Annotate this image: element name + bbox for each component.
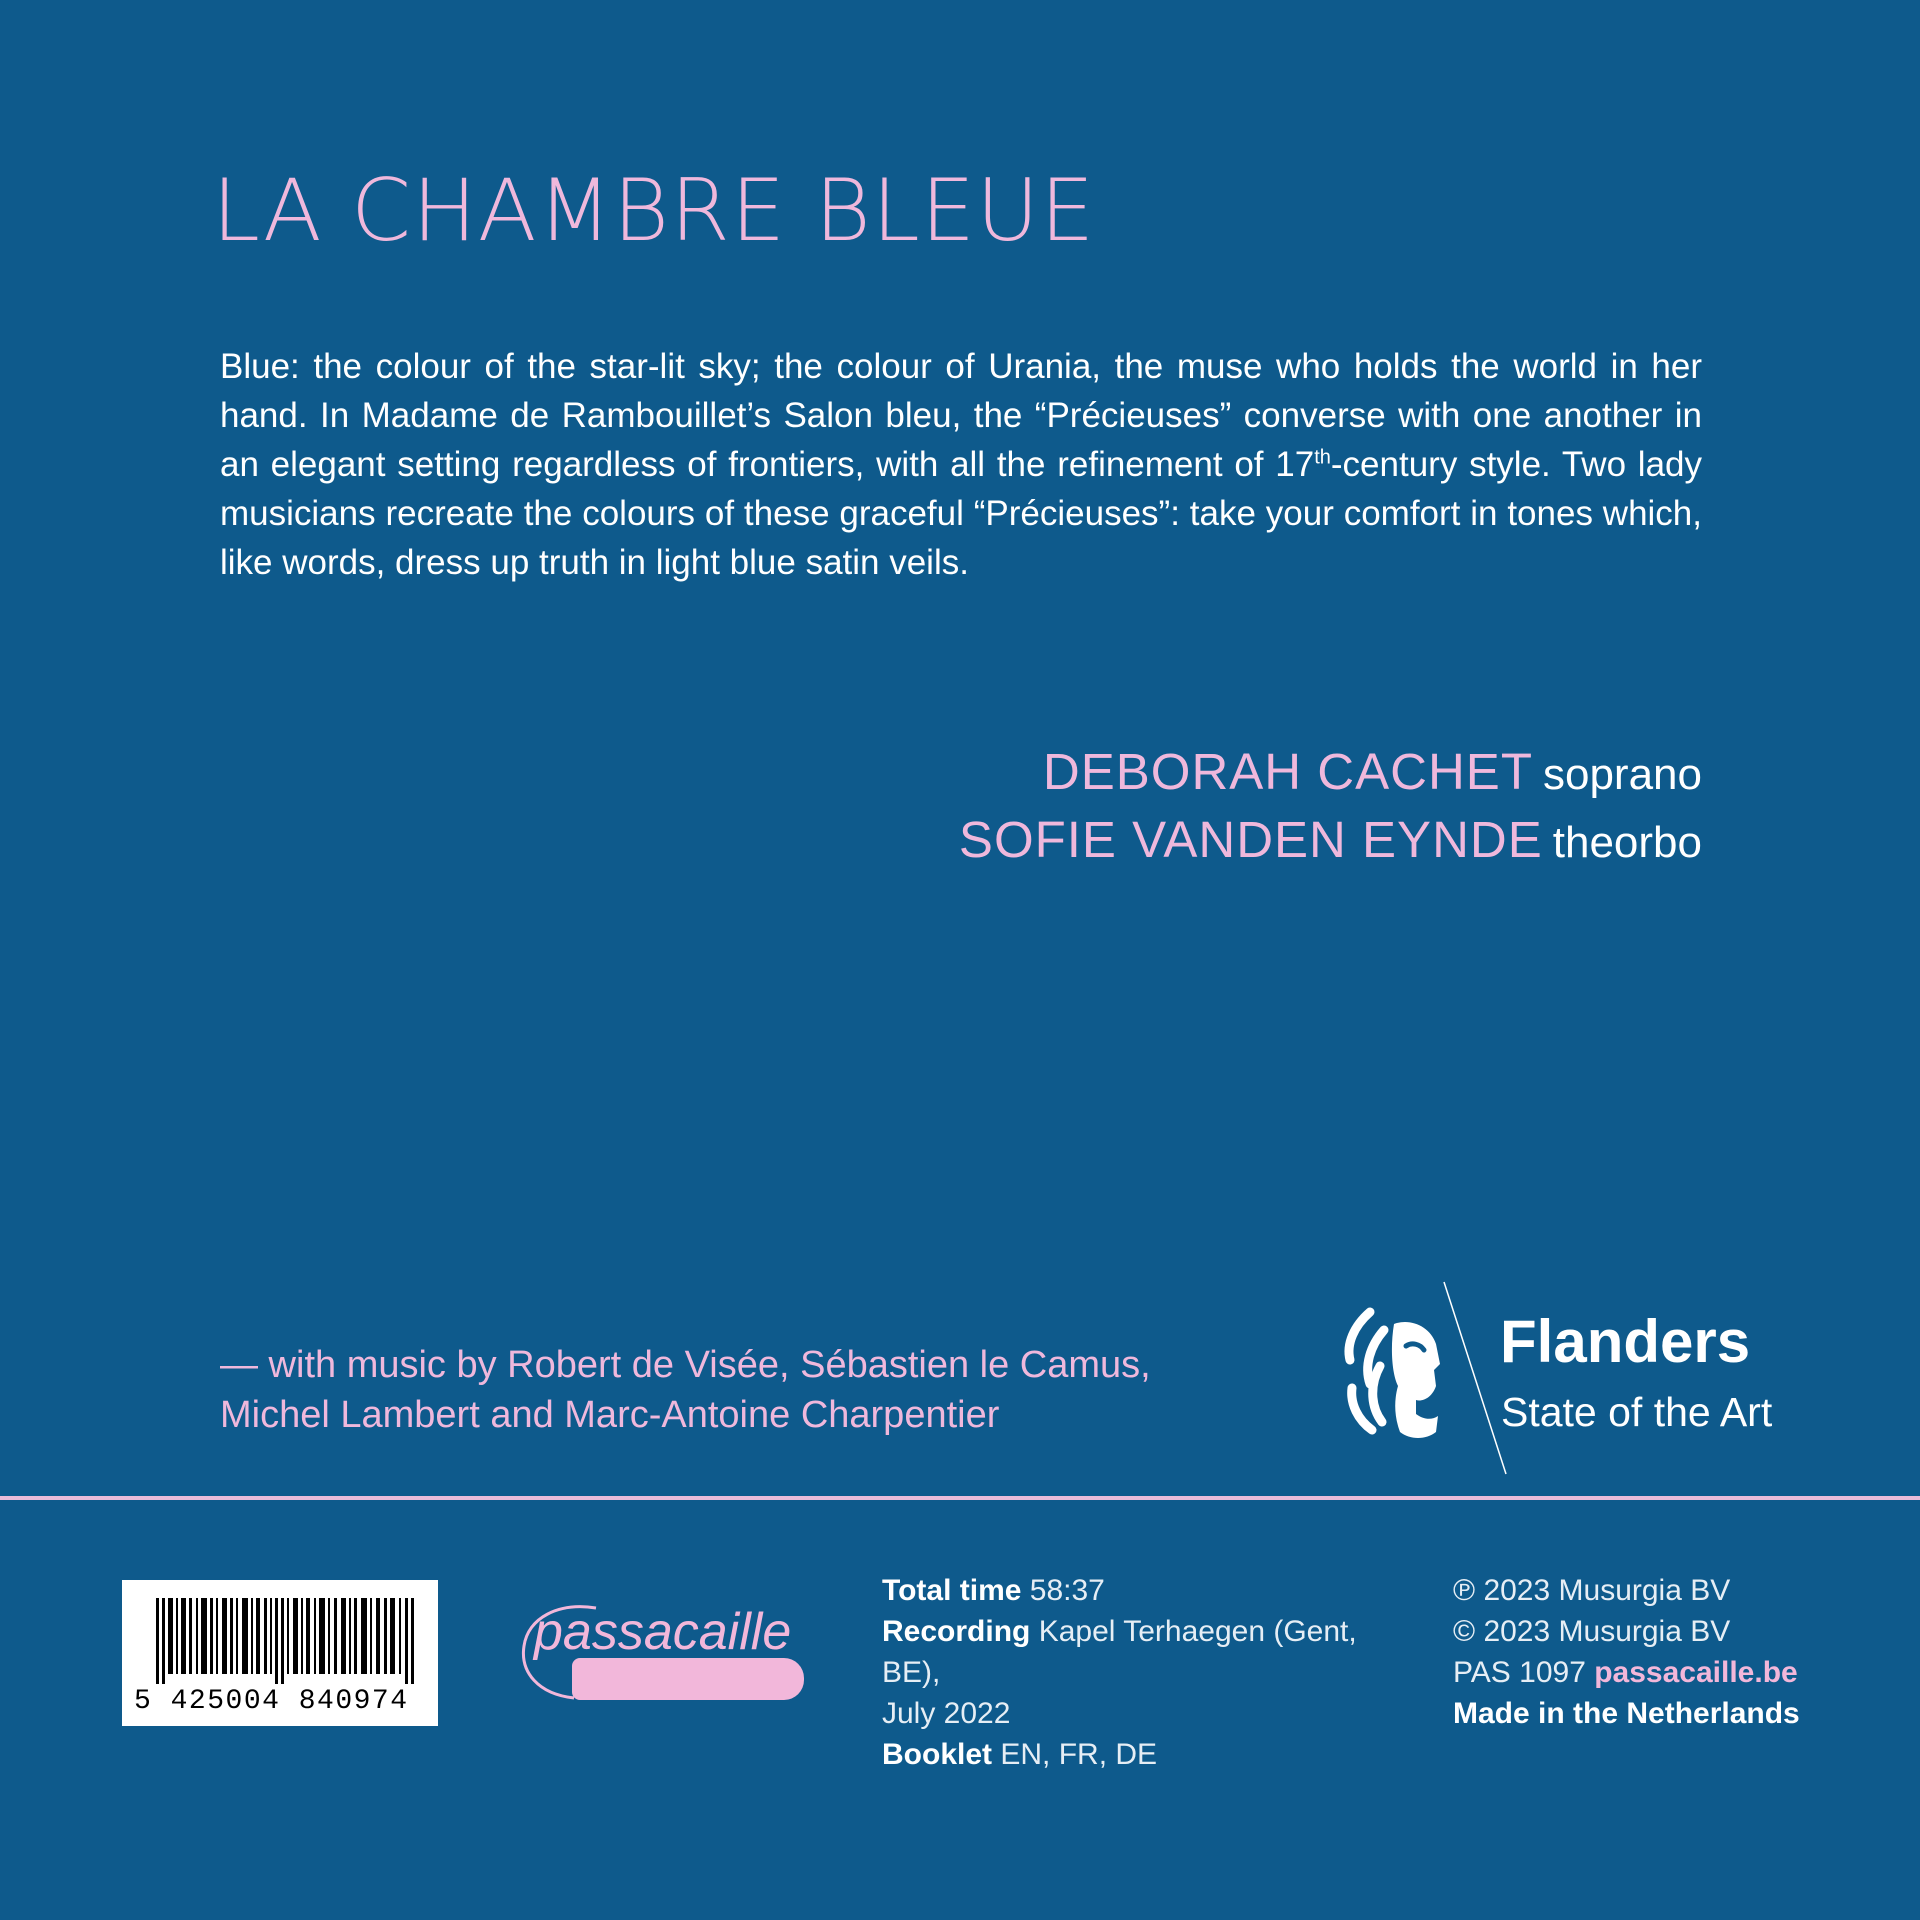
barcode-number: 5 425004 840974 (134, 1686, 409, 1717)
composer-credits (220, 1340, 1220, 1440)
description-ordinal-suffix: th (1314, 446, 1331, 469)
performer-credits (959, 738, 1702, 874)
barcode (122, 1580, 438, 1726)
logo-bar (572, 1658, 804, 1700)
composer-line: — with music by Robert de Visée, Sébastien le Camus, (220, 1344, 1151, 1386)
copyright-info (1453, 1570, 1873, 1734)
performer-role: theorbo (1552, 818, 1702, 867)
recording-date-value: July 2022 (882, 1697, 1011, 1730)
recording-label: Recording (882, 1615, 1031, 1648)
catalog-number: PAS 1097 (1453, 1656, 1586, 1689)
performer-name: SOFIE VANDEN EYNDE (958, 811, 1543, 868)
country-of-manufacture: Made in the Netherlands (1453, 1697, 1800, 1730)
barcode-bars (156, 1598, 424, 1684)
recording-date (882, 1693, 1412, 1734)
flanders-name: Flanders (1500, 1308, 1751, 1375)
phonogram-notice: ℗ 2023 Musurgia BV (1453, 1574, 1731, 1607)
website-link[interactable]: passacaille.be (1594, 1656, 1798, 1689)
catalog-line (1453, 1652, 1873, 1693)
performer-role: soprano (1542, 750, 1702, 799)
passacaille-logo (518, 1594, 792, 1704)
performer-row (959, 738, 1702, 806)
album-title: LA CHAMBRE BLEUE (212, 161, 1096, 261)
flanders-tagline: State of the Art (1501, 1389, 1773, 1435)
performer-name: DEBORAH CACHET (1042, 743, 1533, 800)
booklet-info (882, 1734, 1412, 1775)
recording-location: Kapel Terhaegen (Gent, BE), (882, 1615, 1357, 1689)
flanders-sponsor-logo (1340, 1280, 1820, 1480)
total-time-label: Total time (882, 1574, 1022, 1607)
recording-info (882, 1611, 1412, 1693)
release-details (882, 1570, 1412, 1775)
section-divider (0, 1496, 1920, 1500)
total-time-value: 58:37 (1029, 1574, 1105, 1607)
booklet-label: Booklet (882, 1738, 993, 1771)
album-description (220, 342, 1702, 587)
description-text-end: -century style. Two lady musicians recreate the colours of these graceful “Précieuses”: take your comfort in tones which, like words, dress up truth in light blue satin veils. (220, 445, 1703, 582)
composer-line: Michel Lambert and Marc-Antoine Charpentier (220, 1394, 1000, 1436)
copyright-notice: © 2023 Musurgia BV (1453, 1615, 1731, 1648)
performer-row (959, 806, 1702, 874)
description-text-start: Blue: the colour of the star-lit sky; the colour of Urania, the muse who holds the world in her hand. In Madame de Rambouillet’s Salon bleu, the “Précieuses” converse with one another in an elegant setting regardless of frontiers, with all the refinement of 17 (220, 347, 1702, 484)
label-name: passacaille (534, 1603, 792, 1661)
total-time (882, 1570, 1412, 1611)
booklet-languages: EN, FR, DE (1000, 1738, 1158, 1771)
